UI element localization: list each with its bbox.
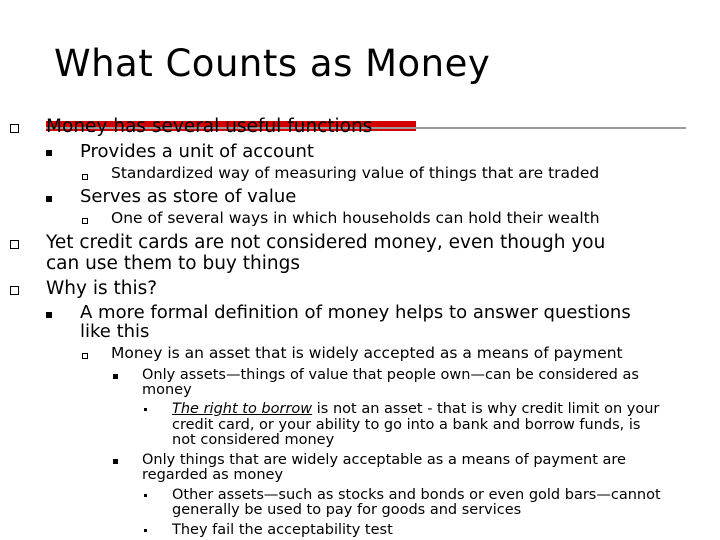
bullet-text: Money is an asset that is widely accepted as a means of payment: [111, 344, 623, 362]
solid-square-bullet-icon: [46, 196, 52, 202]
small-square-bullet-icon: [144, 494, 147, 497]
bullet-text: One of several ways in which households can hold their wealth: [111, 209, 600, 227]
bullet-text-continued: generally be used to pay for goods and services: [172, 502, 522, 518]
bullet-text: Money has several useful functions: [46, 116, 373, 137]
bullet-text: They fail the acceptability test: [172, 522, 393, 538]
bullet-text: Serves as store of value: [80, 186, 297, 207]
emphasized-text: The right to borrow: [172, 401, 313, 417]
bullet-text-continued: not considered money: [172, 432, 335, 448]
hollow-square-bullet-icon: [82, 174, 88, 180]
bullet-text-rest: is not an asset - that is why credit limit on your: [312, 401, 660, 417]
bullet-text: [172, 402, 659, 417]
hollow-square-bullet-icon: [82, 218, 88, 224]
page-title: What Counts as Money: [54, 42, 491, 85]
solid-square-bullet-icon: [46, 312, 52, 318]
bullet-text-continued: credit card, or your ability to go into a bank and borrow funds, is: [172, 417, 641, 433]
hollow-square-bullet-icon: [10, 240, 19, 249]
bullet-text: Why is this?: [46, 278, 158, 299]
hollow-square-bullet-icon: [10, 286, 19, 295]
bullet-text-continued: money: [142, 382, 192, 398]
bullet-text: A more formal definition of money helps to answer questions: [80, 302, 631, 323]
small-square-bullet-icon: [144, 408, 147, 411]
bullet-text-continued: like this: [80, 321, 150, 342]
bullet-text-continued: can use them to buy things: [46, 253, 300, 274]
solid-square-bullet-icon: [46, 150, 52, 156]
hollow-square-bullet-icon: [10, 124, 19, 133]
bullet-text: Other assets—such as stocks and bonds or even gold bars—cannot: [172, 487, 661, 503]
bullet-text: Standardized way of measuring value of things that are traded: [111, 164, 600, 182]
bullet-text: Only things that are widely acceptable as a means of payment are: [142, 452, 626, 468]
bullet-text-continued: regarded as money: [142, 467, 284, 483]
bullet-text: Only assets—things of value that people own—can be considered as: [142, 367, 639, 383]
bullet-text: Provides a unit of account: [80, 141, 314, 162]
solid-square-bullet-icon: [113, 459, 118, 464]
bullet-text: Yet credit cards are not considered money, even though you: [46, 232, 606, 253]
hollow-square-bullet-icon: [82, 353, 88, 359]
small-square-bullet-icon: [144, 529, 147, 532]
solid-square-bullet-icon: [113, 374, 118, 379]
